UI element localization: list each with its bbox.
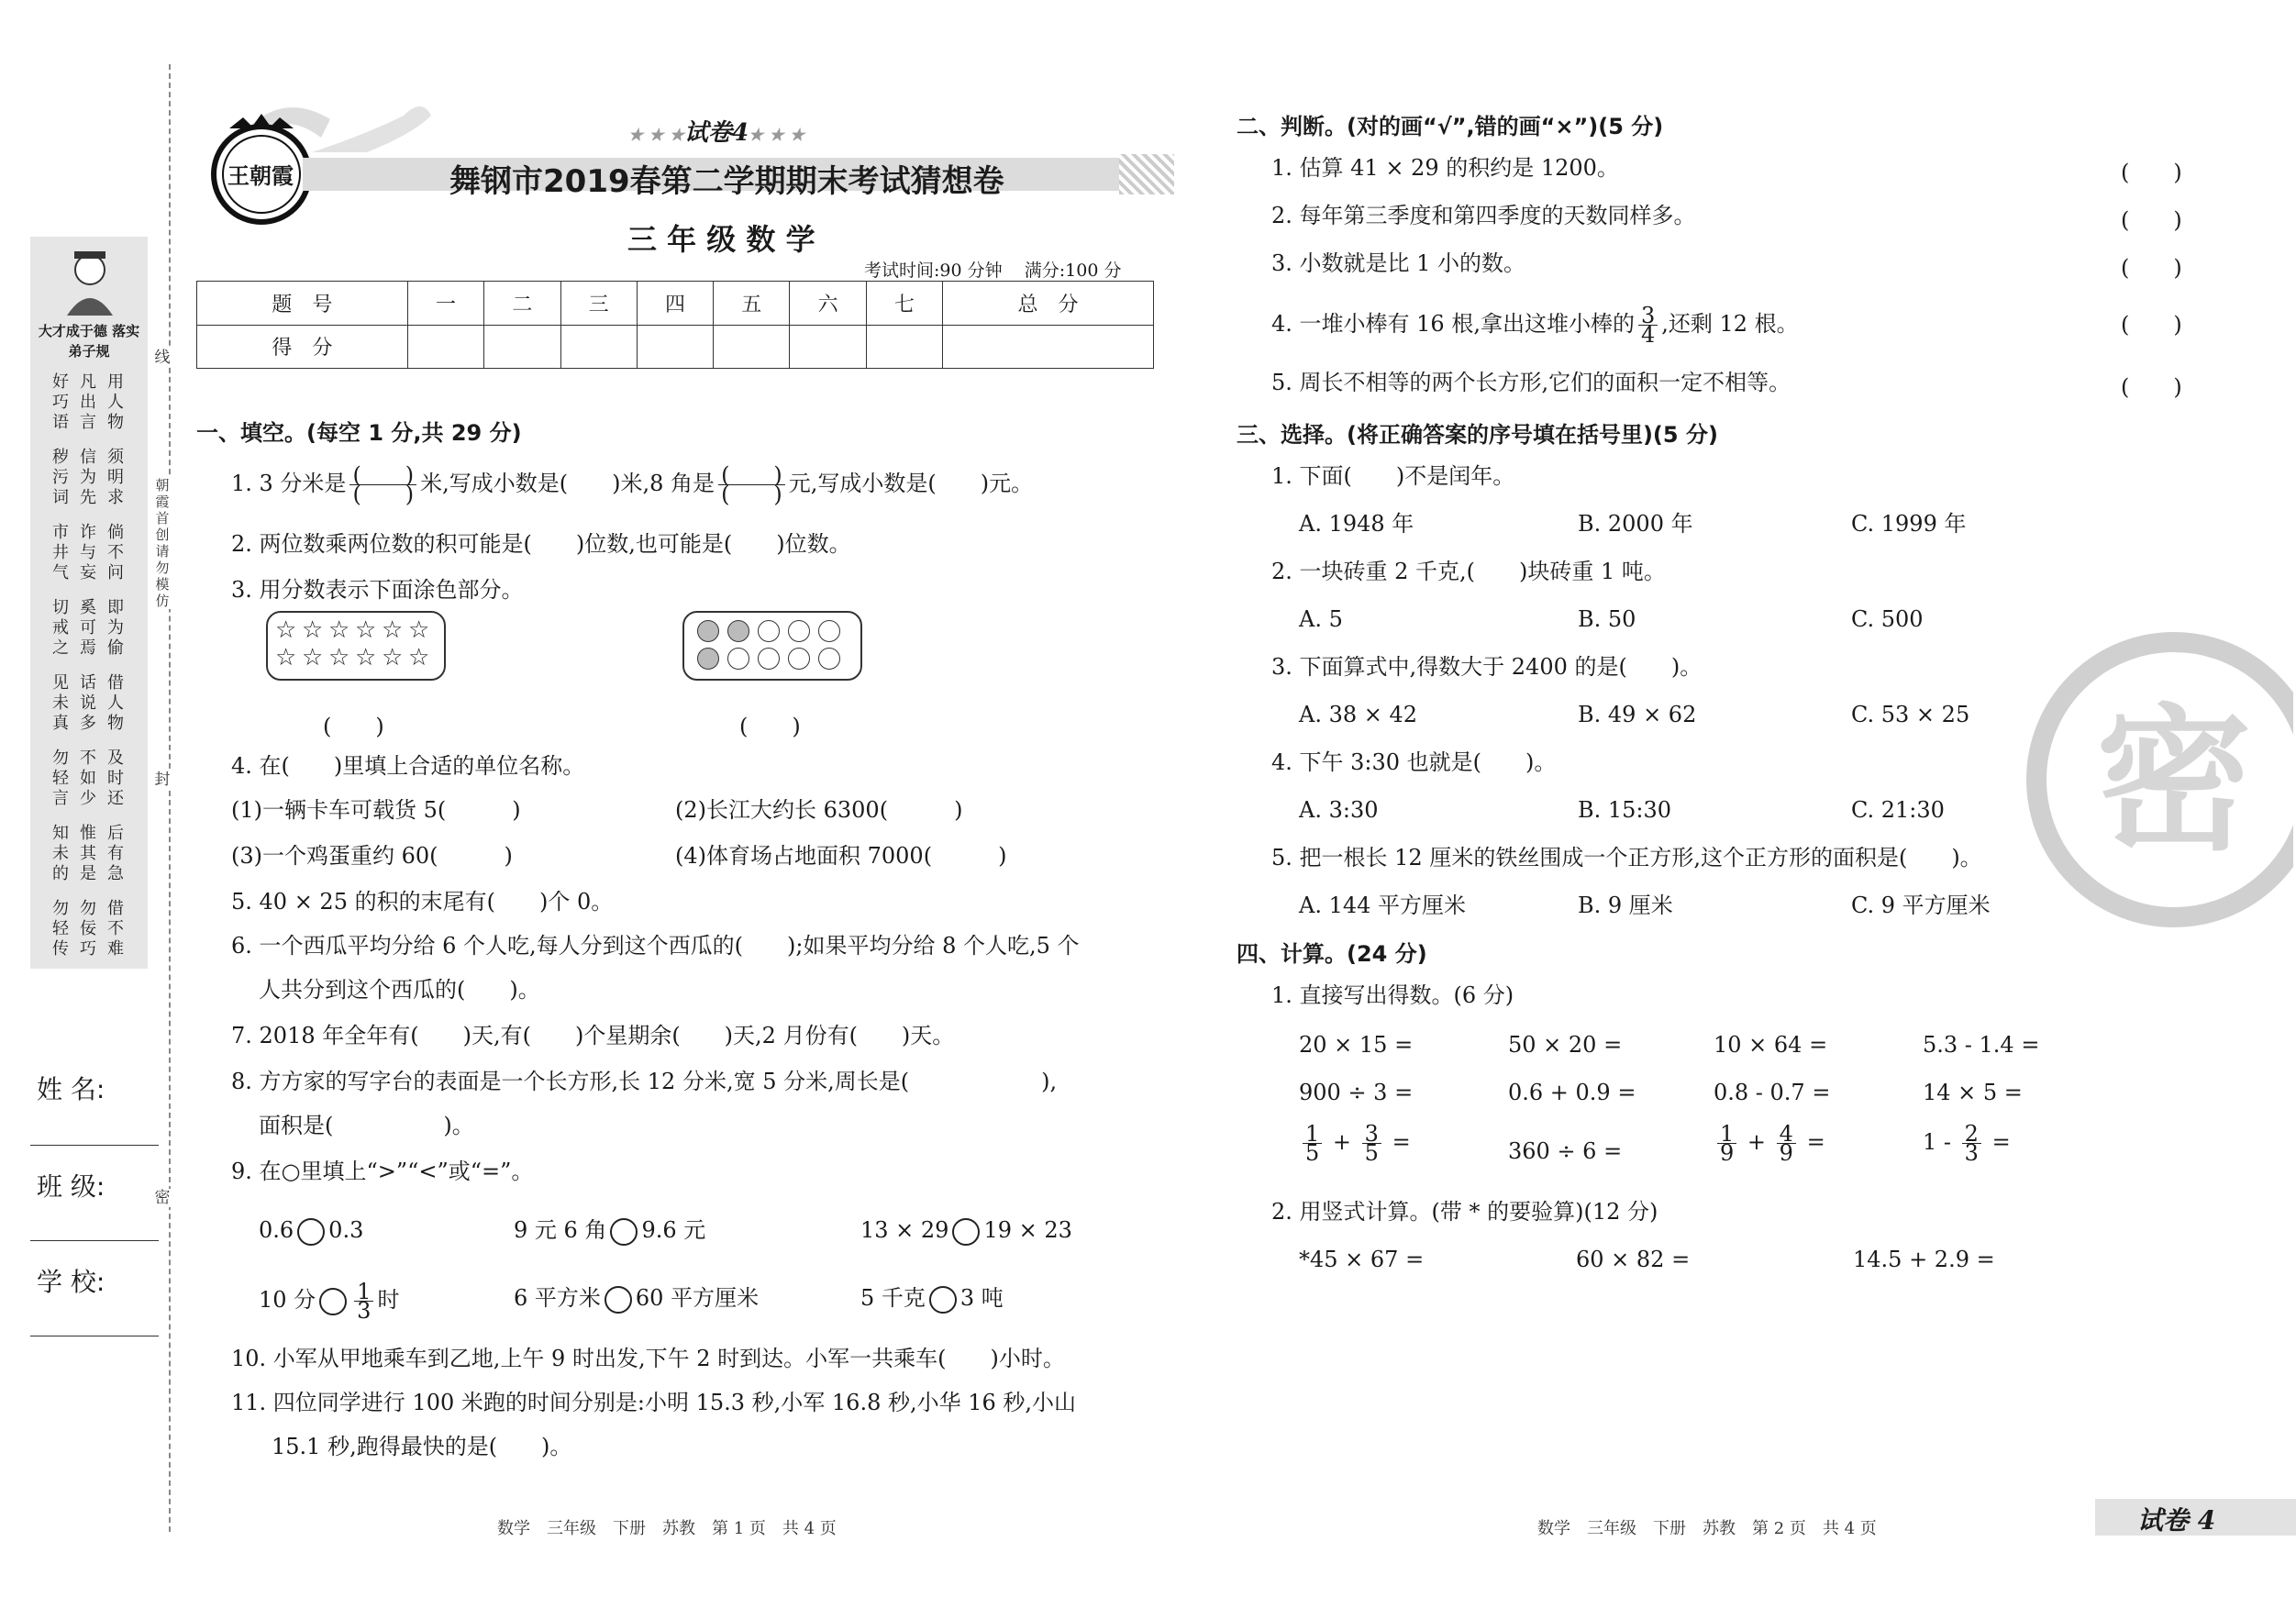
compare-circle[interactable] <box>297 1218 325 1246</box>
score-header-cell: 四 <box>637 282 713 326</box>
svg-text:密: 密 <box>2095 691 2253 872</box>
motto-column: 信为先 <box>80 448 96 507</box>
score-header-cell: 二 <box>484 282 560 326</box>
motto-column: 不如少 <box>80 749 96 808</box>
blank-fraction[interactable]: $\frac{( )}{( )}$ <box>718 466 785 504</box>
binding-line <box>169 64 171 1532</box>
motto-column: 切戒之 <box>52 598 69 658</box>
q1-4-item: (4)体育场占地面积 7000( ) <box>675 843 1007 869</box>
star-icon: ☆ <box>382 616 404 644</box>
calc-item: 14 × 5 = <box>1923 1080 2023 1105</box>
choice-option[interactable]: A. 3:30 <box>1299 797 1379 823</box>
compare-circle[interactable] <box>952 1218 980 1246</box>
exam-badge: ★ ★ ★试卷4★ ★ ★ <box>628 119 804 147</box>
footer-badge: 试卷 4 <box>2137 1505 2216 1536</box>
calc-sub2: 2. 用竖式计算。(带 * 的要验算)(12 分) <box>1271 1199 1658 1225</box>
motto-column: 奚可焉 <box>80 598 96 658</box>
q1-4-item: (2)长江大约长 6300( ) <box>675 797 963 823</box>
part1-heading: 一、填空。(每空 1 分,共 29 分) <box>196 420 522 446</box>
circle-dot-icon <box>758 620 780 642</box>
q1-7: 7. 2018 年全年有( )天,有( )个星期余( )天,2 月份有( )天。 <box>231 1023 955 1048</box>
choice-question: 3. 下面算式中,得数大于 2400 的是( )。 <box>1271 654 1703 680</box>
star-icon: ☆ <box>275 616 297 644</box>
judge-answer-blank[interactable]: ( ) <box>2121 374 2182 400</box>
choice-question: 5. 把一根长 12 厘米的铁丝围成一个正方形,这个正方形的面积是( )。 <box>1271 845 1982 871</box>
binding-label-seal: 封 <box>150 771 174 789</box>
choice-option[interactable]: C. 500 <box>1851 606 1924 632</box>
q1-11-cont: 15.1 秒,跑得最快的是( )。 <box>272 1434 572 1459</box>
choice-option[interactable]: B. 49 × 62 <box>1578 702 1697 727</box>
binding-label-secret: 密 <box>150 1189 174 1207</box>
part4-heading: 四、计算。(24 分) <box>1237 941 1427 967</box>
choice-question: 1. 下面( )不是闰年。 <box>1271 463 1515 489</box>
circle-dot-icon <box>758 648 780 670</box>
score-cell[interactable] <box>714 325 790 369</box>
part2-heading: 二、判断。(对的画“√”,错的画“×”)(5 分) <box>1237 114 1664 139</box>
q1-1: 1. 3 分米是 $\frac{( )}{( )}$ 米,写成小数是( )米,8 角是 $\frac{( )}{( )}$ 元,写成小数是( )元。 <box>231 462 1034 507</box>
star-icon: ☆ <box>275 644 297 671</box>
star-icon: ☆ <box>302 616 324 644</box>
motto-column: 知未的 <box>52 824 69 883</box>
class-field-label: 班 级: <box>37 1171 105 1202</box>
q1-3: 3. 用分数表示下面涂色部分。 <box>231 577 524 603</box>
score-row-label: 得 分 <box>197 325 408 369</box>
ribbon-decoration <box>312 97 440 161</box>
q1-6: 6. 一个西瓜平均分给 6 个人吃,每人分到这个西瓜的( );如果平均分给 8 个人吃,5 个 <box>231 933 1080 959</box>
score-cell[interactable] <box>790 325 866 369</box>
choice-option[interactable]: A. 38 × 42 <box>1299 702 1418 727</box>
choice-option[interactable]: A. 5 <box>1299 606 1343 632</box>
binding-label-line: 线 <box>150 349 174 367</box>
calc-item: 50 × 20 = <box>1508 1032 1623 1058</box>
circle-dot-icon <box>818 648 840 670</box>
score-cell[interactable] <box>560 325 637 369</box>
blank-fraction[interactable]: $\frac{( )}{( )}$ <box>349 466 416 504</box>
compare-item: 9 元 6 角 9.6 元 <box>514 1216 705 1246</box>
choice-option[interactable]: A. 1948 年 <box>1299 511 1414 537</box>
score-cell[interactable] <box>866 325 942 369</box>
score-value-row <box>197 325 1154 369</box>
circle-dot-icon <box>788 620 810 642</box>
circle-dot-icon <box>697 648 719 670</box>
score-cell[interactable] <box>637 325 713 369</box>
star-icon: ☆ <box>355 616 377 644</box>
star-icon: ☆ <box>408 616 430 644</box>
choice-option[interactable]: B. 2000 年 <box>1578 511 1693 537</box>
judge-item: 1. 估算 41 × 29 的积约是 1200。 <box>1271 155 1619 181</box>
motto-column: 倘不问 <box>107 523 124 582</box>
motto-column: 借人物 <box>107 673 124 733</box>
choice-option[interactable]: B. 9 厘米 <box>1578 893 1673 918</box>
motto-column: 后有急 <box>107 824 124 883</box>
calc-item: 10 × 64 = <box>1714 1032 1828 1058</box>
q1-4-item: (3)一个鸡蛋重约 60( ) <box>231 843 513 869</box>
score-header-cell: 一 <box>407 282 483 326</box>
q1-8-cont: 面积是( )。 <box>259 1113 474 1138</box>
motto-column: 须明求 <box>107 448 124 507</box>
vertical-calc-item: *45 × 67 = <box>1299 1247 1425 1272</box>
secret-seal-watermark <box>2018 624 2293 936</box>
compare-item: 13 × 29 19 × 23 <box>860 1216 1072 1246</box>
motto-column: 市井气 <box>52 523 69 582</box>
score-cell[interactable] <box>407 325 483 369</box>
exam-title: 舞钢市2019春第二学期期末考试猜想卷 <box>449 163 1004 200</box>
calc-item: 5.3 - 1.4 = <box>1923 1032 2040 1058</box>
score-header-cell: 七 <box>866 282 942 326</box>
motto-column: 及时还 <box>107 749 124 808</box>
name-field-line[interactable] <box>30 1145 159 1146</box>
star-icon: ☆ <box>328 644 350 671</box>
score-table <box>196 281 1154 369</box>
choice-option[interactable]: A. 144 平方厘米 <box>1299 893 1467 918</box>
star-icon: ☆ <box>328 616 350 644</box>
calc-item: 900 ÷ 3 = <box>1299 1080 1414 1105</box>
star-icon: ☆ <box>302 644 324 671</box>
vertical-calc-item: 14.5 + 2.9 = <box>1853 1247 1995 1272</box>
calc-item: 1 - $\frac{2}{3}$ = <box>1923 1121 2011 1166</box>
vertical-calc-item: 60 × 82 = <box>1576 1247 1691 1272</box>
q1-3-blank-a[interactable]: ( ) <box>323 714 384 739</box>
calc-item: $\frac{1}{9}$ + $\frac{4}{9}$ = <box>1714 1125 1825 1162</box>
motto-column: 勿轻传 <box>52 899 69 959</box>
exam-meta: 考试时间:90 分钟 满分:100 分 <box>864 261 1122 281</box>
circle-dot-icon <box>697 620 719 642</box>
motto-column: 话说多 <box>80 673 96 733</box>
motto-column: 惟其是 <box>80 824 96 883</box>
choice-question: 2. 一块砖重 2 千克,( )块砖重 1 吨。 <box>1271 559 1666 584</box>
scholar-figure-icon <box>58 244 122 317</box>
motto-column: 诈与妄 <box>80 523 96 582</box>
judge-answer-blank[interactable]: ( ) <box>2121 255 2182 281</box>
score-header-cell: 题 号 <box>197 282 408 326</box>
compare-item: 10 分 $\frac{1}{3}$ 时 <box>259 1279 400 1324</box>
score-header-cell: 三 <box>560 282 637 326</box>
judge-item: 3. 小数就是比 1 小的数。 <box>1271 250 1526 276</box>
subject-title: 三 年 级 数 学 <box>627 222 815 257</box>
motto-column: 即为偷 <box>107 598 124 658</box>
part3-heading: 三、选择。(将正确答案的序号填在括号里)(5 分) <box>1237 422 1718 448</box>
score-cell[interactable] <box>484 325 560 369</box>
page-footer-left: 数学 三年级 下册 苏教 第 1 页 共 4 页 <box>497 1519 837 1538</box>
q1-9: 9. 在○里填上“>”“<”或“=”。 <box>231 1159 534 1184</box>
calc-item: 360 ÷ 6 = <box>1508 1138 1623 1164</box>
score-header-row <box>197 282 1154 326</box>
judge-item: 5. 周长不相等的两个长方形,它们的面积一定不相等。 <box>1271 370 1791 395</box>
choice-option[interactable]: C. 21:30 <box>1851 797 1945 823</box>
binding-label-note: 朝霞首创 请勿模仿 <box>150 477 174 609</box>
q1-10: 10. 小军从甲地乘车到乙地,上午 9 时出发,下午 2 时到达。小军一共乘车( )小时。 <box>231 1346 1065 1371</box>
compare-circle[interactable] <box>605 1286 632 1314</box>
compare-circle[interactable] <box>319 1288 347 1315</box>
school-field-label: 学 校: <box>37 1267 105 1297</box>
q1-6-cont: 人共分到这个西瓜的( )。 <box>259 977 540 1003</box>
judge-item: 2. 每年第三季度和第四季度的天数同样多。 <box>1271 203 1696 228</box>
circle-dot-icon <box>727 648 749 670</box>
calc-item: 0.6 + 0.9 = <box>1508 1080 1636 1105</box>
logo-text: 王朝霞 <box>227 162 294 189</box>
circle-dot-icon <box>818 620 840 642</box>
judge-item: 4. 一堆小棒有 16 根,拿出这堆小棒的 $\frac{3}{4}$ ,还剩 12 根。 <box>1271 303 1799 348</box>
motto-column: 勿佞巧 <box>80 899 96 959</box>
name-field-label: 姓 名: <box>37 1074 105 1104</box>
q1-8: 8. 方方家的写字台的表面是一个长方形,长 12 分米,宽 5 分米,周长是( ), <box>231 1069 1058 1094</box>
calc-item: 20 × 15 = <box>1299 1032 1414 1058</box>
motto-sidebar <box>30 237 148 969</box>
motto-column: 用人物 <box>107 372 124 432</box>
compare-circle[interactable] <box>929 1286 957 1314</box>
compare-item: 6 平方米 60 平方厘米 <box>514 1284 759 1314</box>
motto-column: 好巧语 <box>52 372 69 432</box>
compare-item: 5 千克 3 吨 <box>860 1284 1004 1314</box>
calc-sub1: 1. 直接写出得数。(6 分) <box>1271 982 1514 1008</box>
score-header-cell: 五 <box>714 282 790 326</box>
calc-item: $\frac{1}{5}$ + $\frac{3}{5}$ = <box>1299 1125 1411 1162</box>
q1-3-blank-b[interactable]: ( ) <box>739 714 801 739</box>
calc-item: 0.8 - 0.7 = <box>1714 1080 1831 1105</box>
star-icon: ☆ <box>355 644 377 671</box>
choice-option[interactable]: C. 9 平方厘米 <box>1851 893 1991 918</box>
score-header-cell: 总 分 <box>943 282 1154 326</box>
score-cell[interactable] <box>943 325 1154 369</box>
q1-5: 5. 40 × 25 的积的末尾有( )个 0。 <box>231 889 614 915</box>
choice-option[interactable]: C. 1999 年 <box>1851 511 1967 537</box>
circle-dot-icon <box>788 648 810 670</box>
q1-4: 4. 在( )里填上合适的单位名称。 <box>231 753 585 779</box>
choice-option[interactable]: B. 50 <box>1578 606 1636 632</box>
judge-answer-blank[interactable]: ( ) <box>2121 312 2182 338</box>
title-band-pattern <box>1119 154 1174 194</box>
judge-answer-blank[interactable]: ( ) <box>2121 160 2182 185</box>
judge-answer-blank[interactable]: ( ) <box>2121 207 2182 233</box>
sidebar-slogan: 大才成于德 落实弟子规 <box>38 323 140 360</box>
motto-column: 凡出言 <box>80 372 96 432</box>
motto-column: 勿轻言 <box>52 749 69 808</box>
circle-dot-icon <box>727 620 749 642</box>
motto-column: 见未真 <box>52 673 69 733</box>
choice-option[interactable]: C. 53 × 25 <box>1851 702 1970 727</box>
q1-11: 11. 四位同学进行 100 米跑的时间分别是:小明 15.3 秒,小军 16.8 秒,小华 16 秒,小山 <box>231 1390 1077 1415</box>
motto-column: 秽污词 <box>52 448 69 507</box>
compare-circle[interactable] <box>610 1218 638 1246</box>
compare-item: 0.6 0.3 <box>259 1216 363 1246</box>
score-header-cell: 六 <box>790 282 866 326</box>
page-footer-right: 数学 三年级 下册 苏教 第 2 页 共 4 页 <box>1537 1519 1877 1538</box>
star-icon: ☆ <box>382 644 404 671</box>
choice-option[interactable]: B. 15:30 <box>1578 797 1672 823</box>
star-icon: ☆ <box>408 644 430 671</box>
choice-question: 4. 下午 3:30 也就是( )。 <box>1271 749 1557 775</box>
q1-2: 2. 两位数乘两位数的积可能是( )位数,也可能是( )位数。 <box>231 531 851 557</box>
q1-4-item: (1)一辆卡车可载货 5( ) <box>231 797 521 823</box>
motto-column: 借不难 <box>107 899 124 959</box>
class-field-line[interactable] <box>30 1240 159 1241</box>
